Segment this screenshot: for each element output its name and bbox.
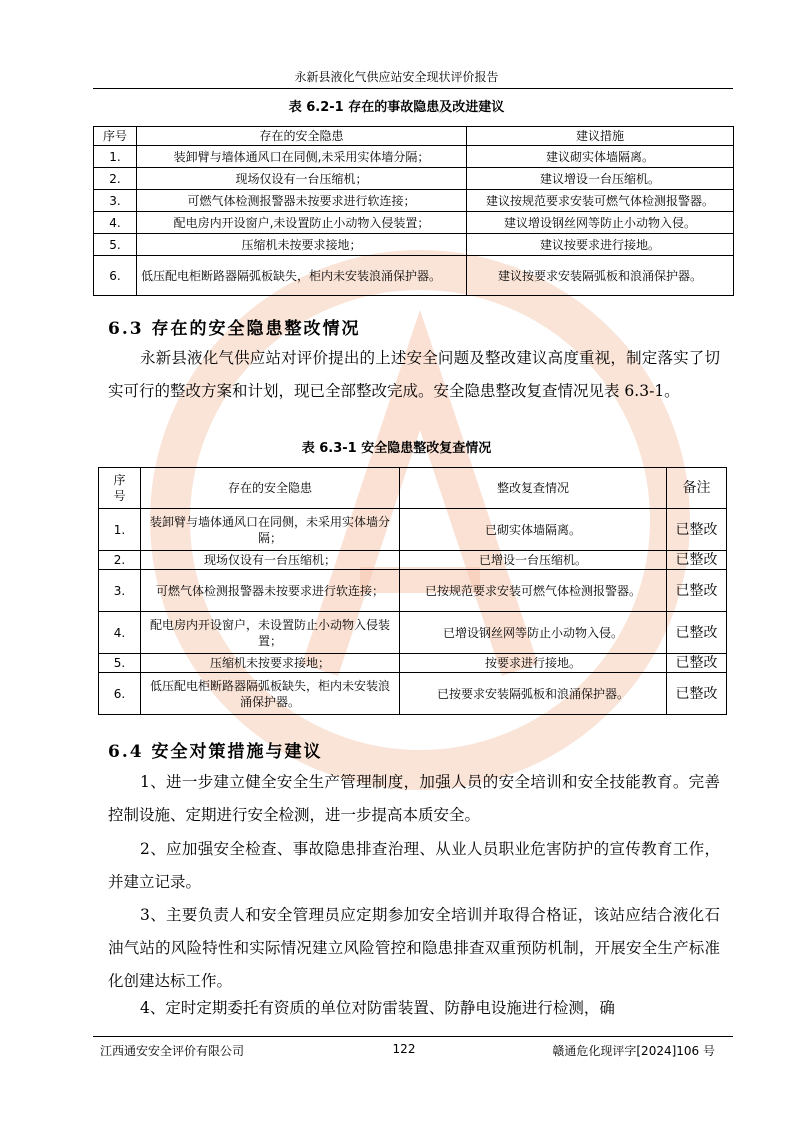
table1-header-hazard: 存在的安全隐患 <box>137 127 467 146</box>
recommendation-4: 4、定时定期委托有资质的单位对防雷装置、防静电设施进行检测，确 <box>140 999 615 1017</box>
cell-remark: 已整改 <box>667 654 727 673</box>
cell-hazard: 配电房内开设窗户，未设置防止小动物入侵装置； <box>141 612 400 654</box>
table-rectification <box>98 467 727 715</box>
cell-no: 3. <box>94 190 137 212</box>
table-row <box>94 234 734 256</box>
footer-company: 江西通安安全评价有限公司 <box>100 1044 245 1058</box>
cell-no: 5. <box>94 234 137 256</box>
recommendation-1: 1、进一步建立健全安全生产管理制度，加强人员的安全培训和安全技能教育。完善控制设施、定期进行安全检测，进一步提高本质安全。 <box>108 773 720 824</box>
table1-header-no: 序号 <box>94 127 137 146</box>
table-row <box>94 212 734 234</box>
cell-hazard: 可燃气体检测报警器未按要求进行软连接； <box>137 190 467 212</box>
cell-remark: 已整改 <box>667 673 727 715</box>
cell-remark: 已整改 <box>667 570 727 612</box>
table-row <box>99 673 727 715</box>
cell-hazard: 现场仅设有一台压缩机； <box>141 551 400 570</box>
recommendation-2: 2、应加强安全检查、事故隐患排查治理、从业人员职业危害防护的宣传教育工作，并建立记录。 <box>108 840 720 891</box>
table1-caption: 表 6.2-1 存在的事故隐患及改进建议 <box>288 100 505 115</box>
header-rule <box>93 88 733 89</box>
cell-no: 6. <box>99 673 141 715</box>
cell-hazard: 压缩机未按要求接地； <box>137 234 467 256</box>
cell-remark: 已整改 <box>667 612 727 654</box>
section-6-3-paragraph: 永新县液化气供应站对评价提出的上述安全问题及整改建议高度重视，制定落实了切实可行的整改方案和计划，现已全部整改完成。安全隐患整改复查情况见表 6.3-1。 <box>108 349 720 400</box>
footer-doc-number: 赣通危化现评字[2024]106 号 <box>552 1044 715 1058</box>
cell-review: 已增设钢丝网等防止小动物入侵。 <box>400 612 667 654</box>
cell-no: 5. <box>99 654 141 673</box>
table-row <box>99 509 727 551</box>
cell-hazard: 低压配电柜断路器隔弧板缺失，柜内未安装浪涌保护器。 <box>137 256 467 296</box>
table2-caption: 表 6.3-1 安全隐患整改复查情况 <box>301 441 492 456</box>
footer-page-number: 122 <box>392 1042 416 1056</box>
page-header-title: 永新县液化气供应站安全现状评价报告 <box>294 70 499 84</box>
table-row <box>99 551 727 570</box>
cell-suggestion: 建议增设一台压缩机。 <box>467 168 734 190</box>
cell-review: 已按规范要求安装可燃气体检测报警器。 <box>400 570 667 612</box>
cell-remark: 已整改 <box>667 509 727 551</box>
cell-review: 已按要求安装隔弧板和浪涌保护器。 <box>400 673 667 715</box>
cell-remark: 已整改 <box>667 551 727 570</box>
table1-header-suggestion: 建议措施 <box>467 127 734 146</box>
section-heading-6-4: 6.4 安全对策措施与建议 <box>108 742 323 762</box>
cell-hazard: 可燃气体检测报警器未按要求进行软连接； <box>141 570 400 612</box>
table-row <box>99 612 727 654</box>
table2-header-remark: 备注 <box>667 468 727 509</box>
footer-rule <box>93 1036 733 1037</box>
table2-header-no: 序号 <box>99 468 141 509</box>
table2-header-hazard: 存在的安全隐患 <box>141 468 400 509</box>
cell-hazard: 现场仅设有一台压缩机； <box>137 168 467 190</box>
cell-review: 已增设一台压缩机。 <box>400 551 667 570</box>
table-row <box>94 146 734 168</box>
cell-suggestion: 建议砌实体墙隔离。 <box>467 146 734 168</box>
cell-hazard: 装卸臂与墙体通风口在同侧，未采用实体墙分隔； <box>141 509 400 551</box>
table-row <box>99 570 727 612</box>
cell-no: 4. <box>94 212 137 234</box>
cell-review: 按要求进行接地。 <box>400 654 667 673</box>
cell-no: 1. <box>99 509 141 551</box>
table-row <box>99 654 727 673</box>
cell-suggestion: 建议增设钢丝网等防止小动物入侵。 <box>467 212 734 234</box>
cell-hazard: 压缩机未按要求接地； <box>141 654 400 673</box>
table-row <box>94 256 734 296</box>
cell-review: 已砌实体墙隔离。 <box>400 509 667 551</box>
table-row <box>94 190 734 212</box>
cell-hazard: 装卸臂与墙体通风口在同侧,未采用实体墙分隔； <box>137 146 467 168</box>
recommendation-3: 3、主要负责人和安全管理员应定期参加安全培训并取得合格证，该站应结合液化石油气站的风险特性和实际情况建立风险管控和隐患排查双重预防机制，开展安全生产标准化创建达标工作。 <box>108 906 720 990</box>
table-hazards <box>93 126 734 296</box>
cell-no: 3. <box>99 570 141 612</box>
table2-header-review: 整改复查情况 <box>400 468 667 509</box>
cell-suggestion: 建议按要求安装隔弧板和浪涌保护器。 <box>467 256 734 296</box>
cell-no: 1. <box>94 146 137 168</box>
cell-hazard: 配电房内开设窗户,未设置防止小动物入侵装置； <box>137 212 467 234</box>
section-heading-6-3: 6.3 存在的安全隐患整改情况 <box>108 319 361 339</box>
cell-suggestion: 建议按要求进行接地。 <box>467 234 734 256</box>
cell-no: 2. <box>99 551 141 570</box>
cell-suggestion: 建议按规范要求安装可燃气体检测报警器。 <box>467 190 734 212</box>
table-row <box>94 168 734 190</box>
cell-no: 2. <box>94 168 137 190</box>
cell-no: 6. <box>94 256 137 296</box>
cell-hazard: 低压配电柜断路器隔弧板缺失，柜内未安装浪涌保护器。 <box>141 673 400 715</box>
cell-no: 4. <box>99 612 141 654</box>
